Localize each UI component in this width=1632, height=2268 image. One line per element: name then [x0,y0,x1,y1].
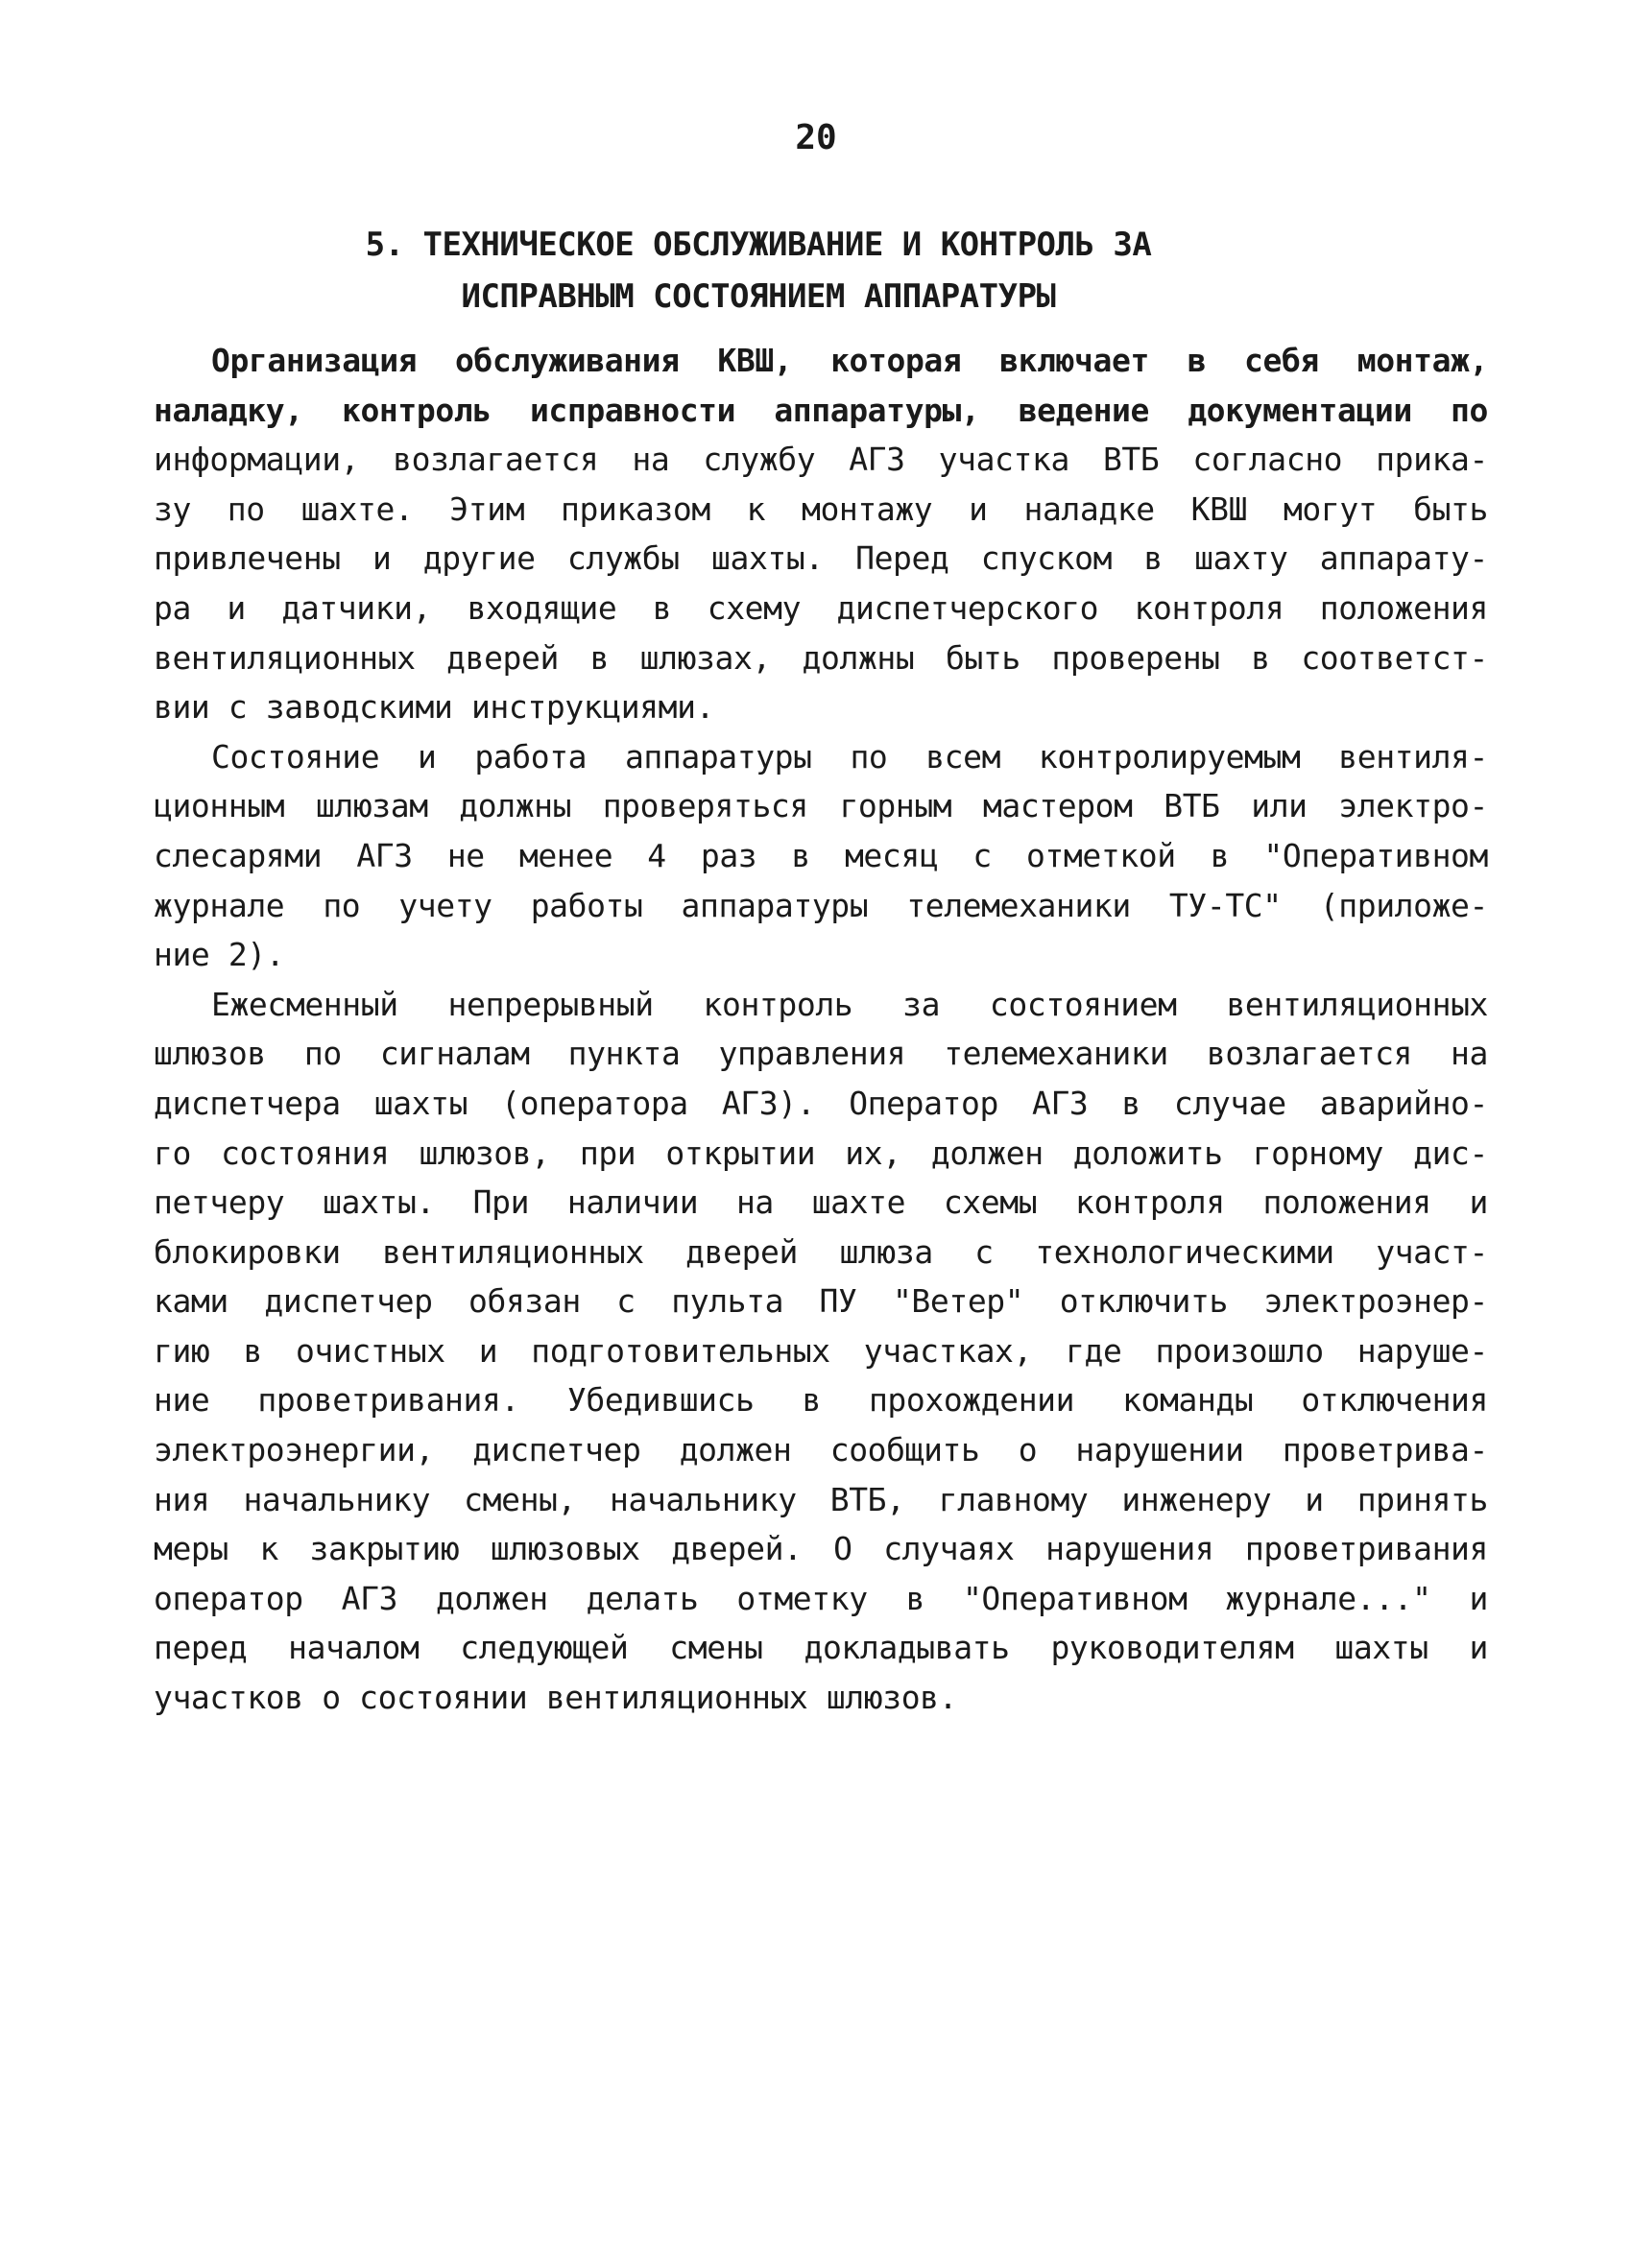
text-line: вии с заводскими инструкциями. [154,688,715,727]
text-line: гию в очистных и подготовительных участках, где произошло наруше- [154,1331,1488,1370]
text-line: Состояние и работа аппаратуры по всем контролируемым вентиля- [211,737,1488,776]
text-line: зу по шахте. Этим приказом к монтажу и наладке КВШ могут быть [154,489,1488,528]
section-heading [154,219,1363,322]
text-line: блокировки вентиляционных дверей шлюза с технологическими участ- [154,1232,1488,1271]
section-heading-line-2: ИСПРАВНЫМ СОСТОЯНИЕМ АППАРАТУРЫ [461,277,1056,316]
paragraph-1 [154,336,1488,732]
text-line: меры к закрытию шлюзовых дверей. О случаях нарушения проветривания [154,1530,1488,1568]
text-line: наладку, контроль исправности аппаратуры, ведение документации по [154,391,1488,429]
section-heading-line-1: 5. ТЕХНИЧЕСКОЕ ОБСЛУЖИВАНИЕ И КОНТРОЛЬ ЗА [365,226,1152,264]
text-line: вентиляционных дверей в шлюзах, должны быть проверены в соответст- [154,638,1488,677]
text-line: ние 2). [154,936,285,974]
text-line: слесарями АГЗ не менее 4 раз в месяц с отметкой в "Оперативном [154,836,1488,874]
text-line: Организация обслуживания КВШ, которая включает в себя монтаж, [211,342,1488,379]
text-line: электроэнергии, диспетчер должен сообщить о нарушении проветрива- [154,1431,1488,1469]
text-line: ками диспетчер обязан с пульта ПУ "Ветер" отключить электроэнер- [154,1282,1488,1321]
paragraph-2 [154,732,1488,980]
text-line: информации, возлагается на службу АГЗ участка ВТБ согласно прика- [154,441,1488,479]
body-text [154,336,1488,1723]
text-line: перед началом следующей смены докладывать руководителям шахты и [154,1629,1488,1667]
text-line: ционным шлюзам должны проверяться горным мастером ВТБ или электро- [154,787,1488,825]
text-line: участков о состоянии вентиляционных шлюзов. [154,1679,958,1717]
text-line: диспетчера шахты (оператора АГЗ). Оператор АГЗ в случае аварийно- [154,1084,1488,1122]
text-line: ние проветривания. Убедившись в прохождении команды отключения [154,1381,1488,1420]
text-line: привлечены и другие службы шахты. Перед спуском в шахту аппарату- [154,539,1488,578]
paragraph-3 [154,980,1488,1723]
text-line: го состояния шлюзов, при открытии их, должен доложить горному дис- [154,1134,1488,1172]
text-line: ра и датчики, входящие в схему диспетчерского контроля положения [154,588,1488,627]
text-line: шлюзов по сигналам пункта управления телемеханики возлагается на [154,1035,1488,1073]
text-line: ния начальнику смены, начальнику ВТБ, главному инженеру и принять [154,1480,1488,1518]
text-line: петчеру шахты. При наличии на шахте схемы контроля положения и [154,1183,1488,1222]
text-line: оператор АГЗ должен делать отметку в "Оперативном журнале..." и [154,1579,1488,1617]
page-number: 20 [795,118,837,157]
text-line: журнале по учету работы аппаратуры телемеханики ТУ-ТС" (приложе- [154,886,1488,924]
text-line: Ежесменный непрерывный контроль за состоянием вентиляционных [211,985,1488,1023]
